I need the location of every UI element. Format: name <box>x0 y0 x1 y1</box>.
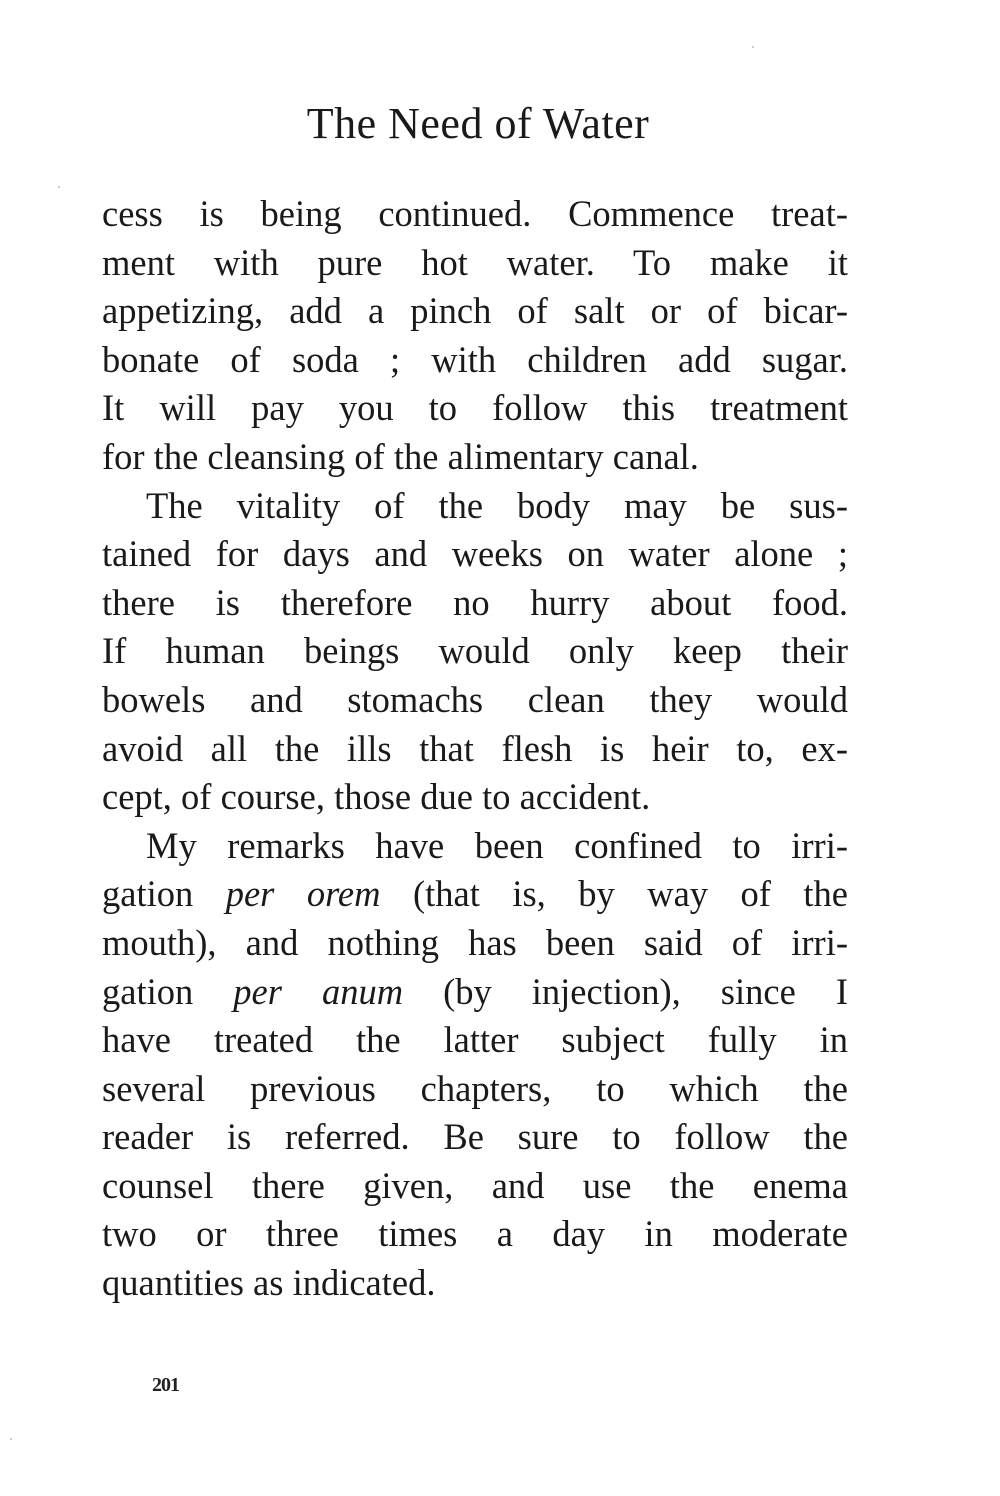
text-line: there is therefore no hurry about food. <box>102 581 848 623</box>
running-head: The Need of Water <box>306 99 650 148</box>
text-segment: (that is, by way of the <box>380 873 848 915</box>
page-number: 201 <box>152 1374 179 1396</box>
text-line: for the cleansing of the alimentary canal. <box>102 435 699 477</box>
paragraph-start-line: My remarks have been confined to irri- <box>146 824 848 866</box>
text-line: It will pay you to follow this treatment <box>102 387 848 429</box>
text-segment: gation <box>102 970 234 1012</box>
text-line: ment with pure hot water. To make it <box>102 241 848 283</box>
text-line: cess is being continued. Commence treat- <box>102 193 848 234</box>
latin-phrase: per anum <box>233 970 404 1012</box>
paper-speck <box>752 46 754 48</box>
text-line: cept, of course, those due to accident. <box>102 776 651 818</box>
text-line: two or three times a day in moderate <box>102 1213 848 1255</box>
text-line: have treated the latter subject fully in <box>102 1019 848 1061</box>
text-line: tained for days and weeks on water alone ; <box>102 533 848 575</box>
text-line: avoid all the ills that flesh is heir to, ex- <box>102 727 848 769</box>
latin-phrase: per orem <box>225 873 381 915</box>
text-line: counsel there given, and use the enema <box>102 1164 848 1206</box>
text-line: bowels and stomachs clean they would <box>102 678 848 720</box>
paper-speck <box>58 186 60 188</box>
text-segment: (by injection), since I <box>403 970 848 1012</box>
text-line <box>102 968 848 1017</box>
paper-speck <box>10 1438 12 1440</box>
paragraph-start-line: The vitality of the body may be sus- <box>146 484 848 526</box>
text-line: several previous chapters, to which the <box>102 1067 848 1109</box>
text-line: reader is referred. Be sure to follow the <box>102 1116 848 1158</box>
text-line: bonate of soda ; with children add sugar. <box>102 338 848 380</box>
text-line: If human beings would only keep their <box>102 630 848 672</box>
text-line: quantities as indicated. <box>102 1262 436 1304</box>
text-line: mouth), and nothing has been said of irri- <box>102 921 848 963</box>
text-segment: gation <box>102 873 226 915</box>
text-line <box>102 870 848 919</box>
body-text <box>102 190 848 1308</box>
text-line: appetizing, add a pinch of salt or of bicar- <box>102 290 848 332</box>
